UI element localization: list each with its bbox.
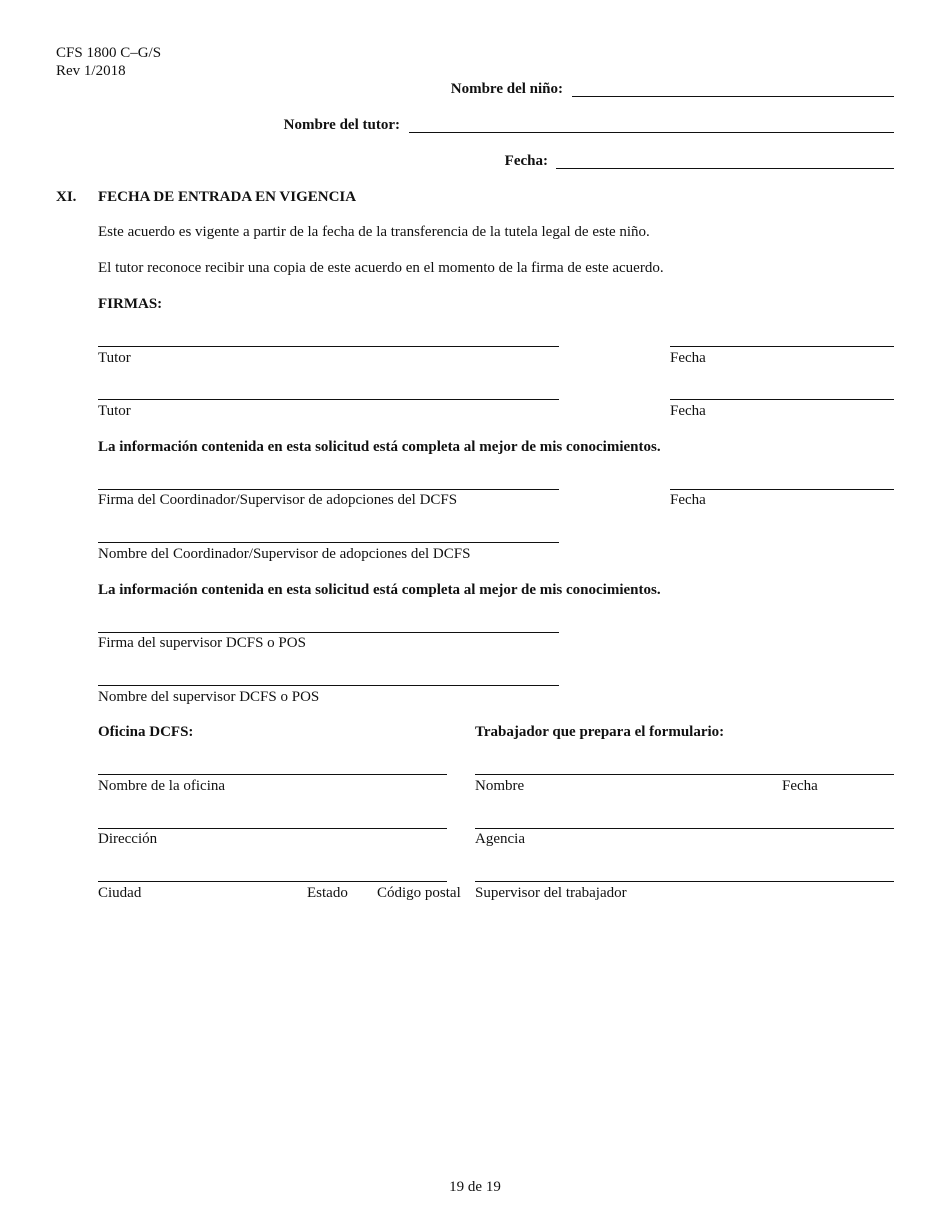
section-number: XI. [56, 189, 77, 205]
office-heading: Oficina DCFS: [98, 724, 194, 740]
supervisor-signature-field[interactable] [98, 632, 559, 633]
office-city-label: Ciudad [98, 885, 142, 901]
office-city-state-zip-field[interactable] [98, 881, 447, 882]
coordinator-name-label: Nombre del Coordinador/Supervisor de adopciones del DCFS [98, 546, 471, 562]
header-date-field[interactable] [556, 168, 894, 169]
worker-supervisor-label: Supervisor del trabajador [475, 885, 627, 901]
coordinator-date-field[interactable] [670, 489, 894, 490]
supervisor-signature-label: Firma del supervisor DCFS o POS [98, 635, 306, 651]
supervisor-name-field[interactable] [98, 685, 559, 686]
office-zip-label: Código postal [377, 885, 461, 901]
section-title: FECHA DE ENTRADA EN VIGENCIA [98, 189, 357, 205]
worker-heading: Trabajador que prepara el formulario: [475, 724, 725, 740]
coordinator-signature-label: Firma del Coordinador/Supervisor de adopciones del DCFS [98, 492, 458, 508]
coordinator-date-label: Fecha [670, 492, 706, 508]
worker-supervisor-field[interactable] [475, 881, 894, 882]
guardian1-date-label: Fecha [670, 350, 706, 366]
guardian1-label: Tutor [98, 350, 131, 366]
office-name-field[interactable] [98, 774, 447, 775]
office-address-label: Dirección [98, 831, 158, 847]
guardian2-label: Tutor [98, 403, 131, 419]
supervisor-name-label: Nombre del supervisor DCFS o POS [98, 689, 320, 705]
guardian2-date-field[interactable] [670, 399, 894, 400]
worker-agency-field[interactable] [475, 828, 894, 829]
coordinator-signature-field[interactable] [98, 489, 559, 490]
page-number: 19 de 19 [449, 1179, 501, 1195]
coordinator-name-field[interactable] [98, 542, 559, 543]
effective-paragraph: Este acuerdo es vigente a partir de la fecha de la transferencia de la tutela legal de este niño. [98, 224, 650, 240]
office-address-field[interactable] [98, 828, 447, 829]
worker-name-date-field[interactable] [475, 774, 894, 775]
form-id: CFS 1800 C–G/S [56, 45, 162, 61]
guardian-name-label: Nombre del tutor: [283, 117, 400, 133]
child-name-field[interactable] [572, 96, 894, 97]
worker-date-label: Fecha [782, 778, 818, 794]
header-date-label: Fecha: [504, 153, 548, 169]
worker-name-label: Nombre [475, 778, 525, 794]
signatures-heading: FIRMAS: [98, 296, 163, 312]
guardian2-date-label: Fecha [670, 403, 706, 419]
guardian2-signature-field[interactable] [98, 399, 559, 400]
child-name-label: Nombre del niño: [450, 81, 563, 97]
worker-agency-label: Agencia [475, 831, 525, 847]
guardian1-date-field[interactable] [670, 346, 894, 347]
certification-statement-1: La información contenida en esta solicitud está completa al mejor de mis conocimientos. [98, 439, 661, 455]
office-state-label: Estado [307, 885, 348, 901]
certification-statement-2: La información contenida en esta solicitud está completa al mejor de mis conocimientos. [98, 582, 661, 598]
office-name-label: Nombre de la oficina [98, 778, 226, 794]
receipt-paragraph: El tutor reconoce recibir una copia de este acuerdo en el momento de la firma de este acuerdo. [98, 260, 664, 276]
form-revision: Rev 1/2018 [56, 63, 126, 79]
guardian1-signature-field[interactable] [98, 346, 559, 347]
guardian-name-field[interactable] [409, 132, 894, 133]
